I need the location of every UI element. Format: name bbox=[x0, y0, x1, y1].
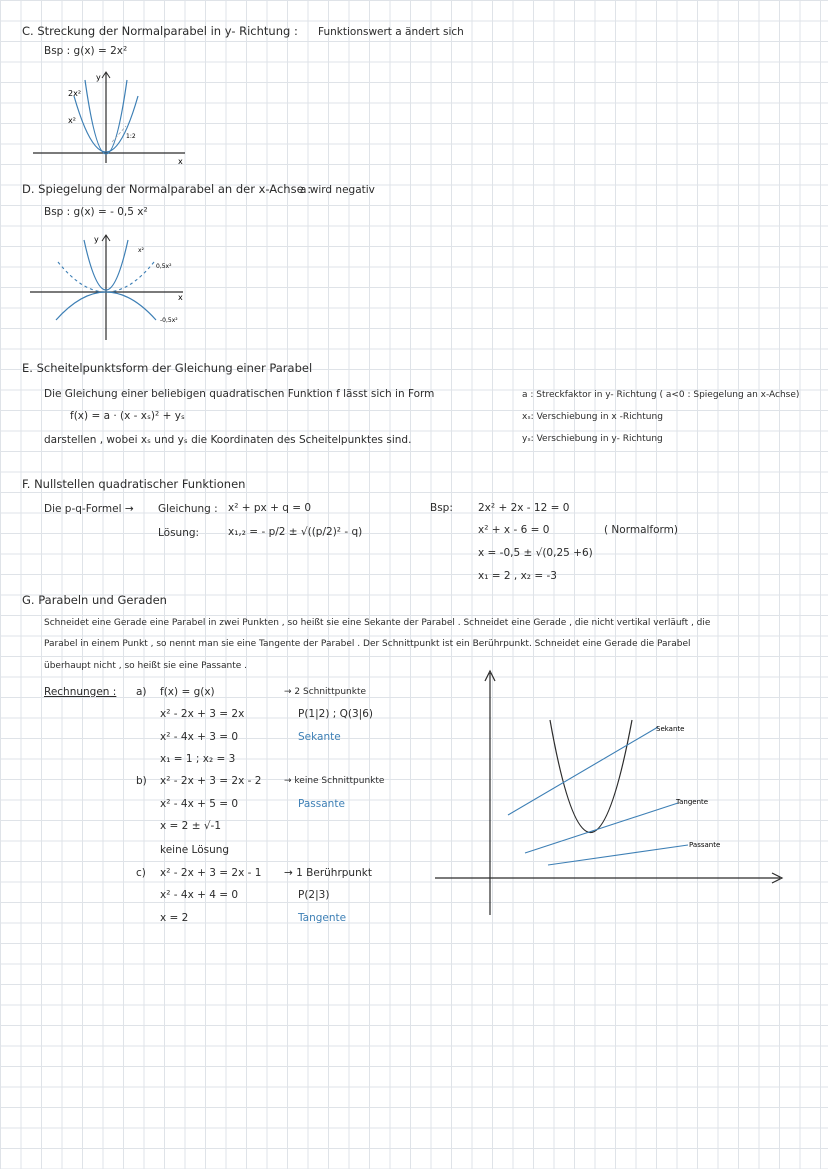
calc-c-label: c) bbox=[136, 867, 146, 879]
section-f-bsp-label: Bsp: bbox=[430, 502, 453, 514]
section-f-gleichung: x² + px + q = 0 bbox=[228, 502, 312, 514]
calc-b-line-1: x² - 2x + 3 = 2x - 2 bbox=[160, 775, 262, 787]
section-g-para-3: überhaupt nicht , so heißt sie eine Passante . bbox=[44, 661, 247, 671]
section-c-example: Bsp : g(x) = 2x² bbox=[44, 45, 128, 57]
section-e-side-xs: xₛ: Verschiebung in x -Richtung bbox=[522, 412, 663, 422]
graph-g-passante: Passante bbox=[689, 841, 721, 849]
section-g-graph bbox=[430, 665, 790, 920]
section-d-example: Bsp : g(x) = - 0,5 x² bbox=[44, 206, 148, 218]
graph-c-y: y bbox=[96, 73, 101, 82]
calc-a-result-1: → 2 Schnittpunkte bbox=[284, 687, 367, 697]
section-g-para-1: Schneidet eine Gerade eine Parabel in zwei Punkten , so heißt sie eine Sekante der Parabel . Schneidet eine Gerade , die nicht vertikal verläuft , die bbox=[44, 618, 711, 628]
graph-c-x: x bbox=[178, 157, 183, 166]
rechnungen-label: Rechnungen : bbox=[44, 686, 117, 698]
section-f-bsp-line-1: 2x² + 2x - 12 = 0 bbox=[478, 502, 570, 514]
section-f-gleichung-label: Gleichung : bbox=[158, 503, 218, 515]
calc-a-line-1: f(x) = g(x) bbox=[160, 686, 215, 698]
graph-d-x: x bbox=[178, 293, 183, 302]
graph-g-tangente: Tangente bbox=[676, 798, 709, 806]
graph-d-top: x² bbox=[138, 247, 144, 254]
calc-a-result-2: P(1|2) ; Q(3|6) bbox=[298, 708, 373, 720]
graph-d-neg: -0,5x² bbox=[160, 317, 178, 324]
graph-c-label-2x2: 2x² bbox=[68, 89, 82, 98]
calc-a-line-3: x² - 4x + 3 = 0 bbox=[160, 731, 239, 743]
calc-a-line-4: x₁ = 1 ; x₂ = 3 bbox=[160, 753, 236, 765]
calc-c-line-2: x² - 4x + 4 = 0 bbox=[160, 889, 239, 901]
graph-c-label-x2: x² bbox=[68, 116, 76, 125]
section-f-bsp-line-4: x₁ = 2 , x₂ = -3 bbox=[478, 570, 557, 582]
section-e-heading: E. Scheitelpunktsform der Gleichung einer Parabel bbox=[22, 361, 313, 375]
section-c-graph bbox=[30, 68, 200, 168]
calc-c-result-2: P(2|3) bbox=[298, 889, 330, 901]
graph-g-sekante: Sekante bbox=[656, 725, 685, 733]
calc-c-type: Tangente bbox=[298, 912, 347, 924]
section-c-note: Funktionswert a ändert sich bbox=[318, 26, 464, 38]
section-d-note: a wird negativ bbox=[300, 184, 375, 196]
section-e-side-ys: yₛ: Verschiebung in y- Richtung bbox=[522, 434, 663, 444]
calc-b-line-2: x² - 4x + 5 = 0 bbox=[160, 798, 239, 810]
section-e-formula: f(x) = a · (x - xₛ)² + yₛ bbox=[70, 410, 185, 422]
calc-b-line-4: keine Lösung bbox=[160, 844, 230, 856]
section-f-bsp-line-2: x² + x - 6 = 0 bbox=[478, 524, 550, 536]
calc-b-line-3: x = 2 ± √-1 bbox=[160, 820, 222, 832]
graph-c-mid: 1:2 bbox=[126, 133, 136, 140]
section-f-method: Die p-q-Formel → bbox=[44, 503, 134, 515]
graph-d-y: y bbox=[94, 235, 99, 244]
section-e-side-a: a : Streckfaktor in y- Richtung ( a<0 : Spiegelung an x-Achse) bbox=[522, 390, 800, 400]
calc-b-type: Passante bbox=[298, 798, 345, 810]
calc-a-line-2: x² - 2x + 3 = 2x bbox=[160, 708, 245, 720]
calc-c-line-3: x = 2 bbox=[160, 912, 189, 924]
calc-b-result-1: → keine Schnittpunkte bbox=[284, 776, 385, 786]
calc-c-result-1: → 1 Berührpunkt bbox=[284, 867, 372, 879]
section-d-heading: D. Spiegelung der Normalparabel an der x-Achse : bbox=[22, 182, 312, 196]
section-d-graph bbox=[28, 230, 208, 340]
section-g-para-2: Parabel in einem Punkt , so nennt man sie eine Tangente der Parabel . Der Schnittpunkt ist ein Berührpunkt. Schneidet eine Gerade die Parabel bbox=[44, 639, 691, 649]
calc-a-type: Sekante bbox=[298, 731, 341, 743]
section-f-heading: F. Nullstellen quadratischer Funktionen bbox=[22, 477, 246, 491]
section-c-heading: C. Streckung der Normalparabel in y- Richtung : bbox=[22, 24, 298, 38]
section-f-loesung: x₁,₂ = - p/2 ± √((p/2)² - q) bbox=[228, 526, 363, 538]
calc-a-label: a) bbox=[136, 686, 147, 698]
section-e-line1: Die Gleichung einer beliebigen quadratischen Funktion f lässt sich in Form bbox=[44, 388, 435, 400]
section-e-line3: darstellen , wobei xₛ und yₛ die Koordinaten des Scheitelpunktes sind. bbox=[44, 434, 412, 446]
section-f-normalform: ( Normalform) bbox=[604, 524, 679, 536]
section-f-loesung-label: Lösung: bbox=[158, 527, 200, 539]
calc-c-line-1: x² - 2x + 3 = 2x - 1 bbox=[160, 867, 262, 879]
section-g-heading: G. Parabeln und Geraden bbox=[22, 593, 167, 607]
graph-d-pos: 0,5x² bbox=[156, 263, 172, 270]
section-f-bsp-line-3: x = -0,5 ± √(0,25 +6) bbox=[478, 547, 593, 559]
calc-b-label: b) bbox=[136, 775, 147, 787]
